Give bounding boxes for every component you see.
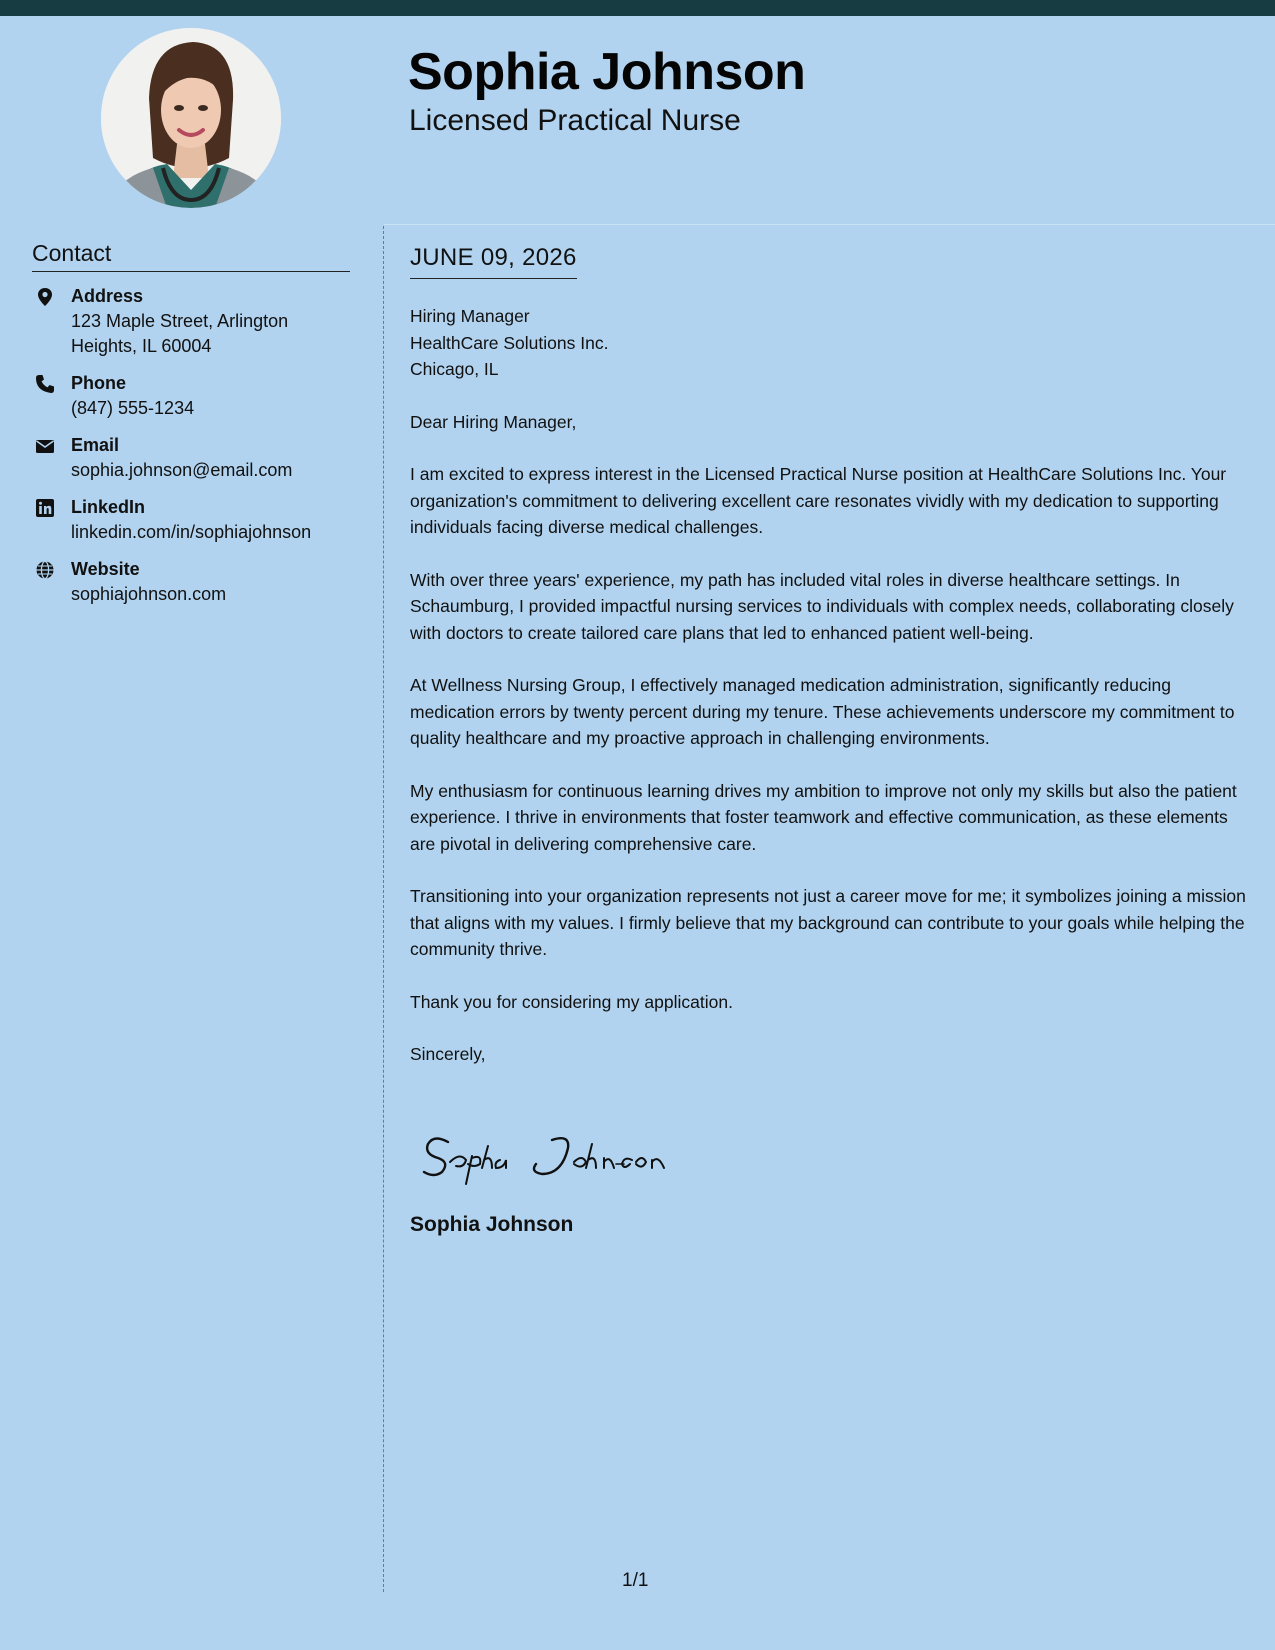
recipient-line: Chicago, IL [410, 359, 499, 379]
salutation: Dear Hiring Manager, [410, 411, 577, 432]
contact-email [32, 433, 350, 483]
letter-date: JUNE 09, 2026 [410, 244, 577, 279]
letter-paragraph: Transitioning into your organization represents not just a career move for me; it symbolizes joining a mission that aligns with my values. I firmly believe that my background can contribute to your goals while helping the community thrive. [410, 886, 1246, 959]
envelope-icon [35, 436, 55, 456]
contact-value: (847) 555-1234 [71, 398, 195, 418]
contact-label: LinkedIn [71, 497, 146, 517]
applicant-name: Sophia Johnson [408, 43, 806, 101]
letter-paragraph: At Wellness Nursing Group, I effectively managed medication administration, significantly reducing medication errors by twenty percent during my tenure. These achievements underscore my commitment to quality healthcare and my proactive approach in challenging environments. [410, 675, 1235, 748]
recipient-block [410, 303, 1255, 383]
recipient-line: Hiring Manager [410, 306, 530, 326]
contact-phone [32, 371, 350, 421]
contact-value: 123 Maple Street, Arlington Heights, IL 60004 [71, 311, 289, 356]
profile-photo [101, 28, 281, 208]
map-pin-icon [35, 287, 55, 307]
contact-linkedin [32, 495, 350, 545]
top-bar [0, 0, 1275, 16]
contact-value[interactable]: sophiajohnson.com [71, 584, 227, 604]
contact-label: Address [71, 286, 144, 306]
contact-label: Email [71, 435, 120, 455]
column-divider [383, 226, 384, 1592]
phone-icon [35, 374, 55, 394]
page-number: 1/1 [622, 1570, 649, 1591]
letter-paragraph: My enthusiasm for continuous learning drives my ambition to improve not only my skills but also the patient experience. I thrive in environments that foster teamwork and effective communication, as these elements are pivotal in delivering comprehensive care. [410, 780, 1237, 854]
contact-website [32, 557, 350, 607]
header-divider [384, 224, 1275, 225]
contact-value[interactable]: sophia.johnson@email.com [71, 460, 293, 480]
letter-paragraph: With over three years' experience, my path has included vital roles in diverse healthcare settings. In Schaumburg, I provided impactful nursing services to individuals with complex needs, collaborating closely with doctors to create tailored care plans that led to enhanced patient well-being. [410, 569, 1234, 643]
contact-heading: Contact [32, 240, 350, 272]
recipient-line: HealthCare Solutions Inc. [410, 332, 609, 353]
thanks-line: Thank you for considering my application. [410, 991, 733, 1012]
signed-name: Sophia Johnson [410, 1213, 574, 1236]
linkedin-icon [35, 498, 55, 518]
contact-value[interactable]: linkedin.com/in/sophiajohnson [71, 522, 312, 542]
contact-label: Website [71, 559, 140, 579]
contact-address [32, 284, 350, 359]
letter-body [410, 303, 1255, 1094]
handwritten-signature [420, 1126, 670, 1191]
closing: Sincerely, [410, 1044, 486, 1064]
job-title: Licensed Practical Nurse [409, 104, 741, 137]
globe-icon [35, 560, 55, 580]
contact-list [32, 284, 350, 619]
contact-label: Phone [71, 373, 127, 393]
letter-paragraph: I am excited to express interest in the Licensed Practical Nurse position at HealthCare Solutions Inc. Your organization's commitment to delivering excellent care resonates vividly with my dedication to supporting individuals facing diverse medical challenges. [410, 464, 1227, 537]
